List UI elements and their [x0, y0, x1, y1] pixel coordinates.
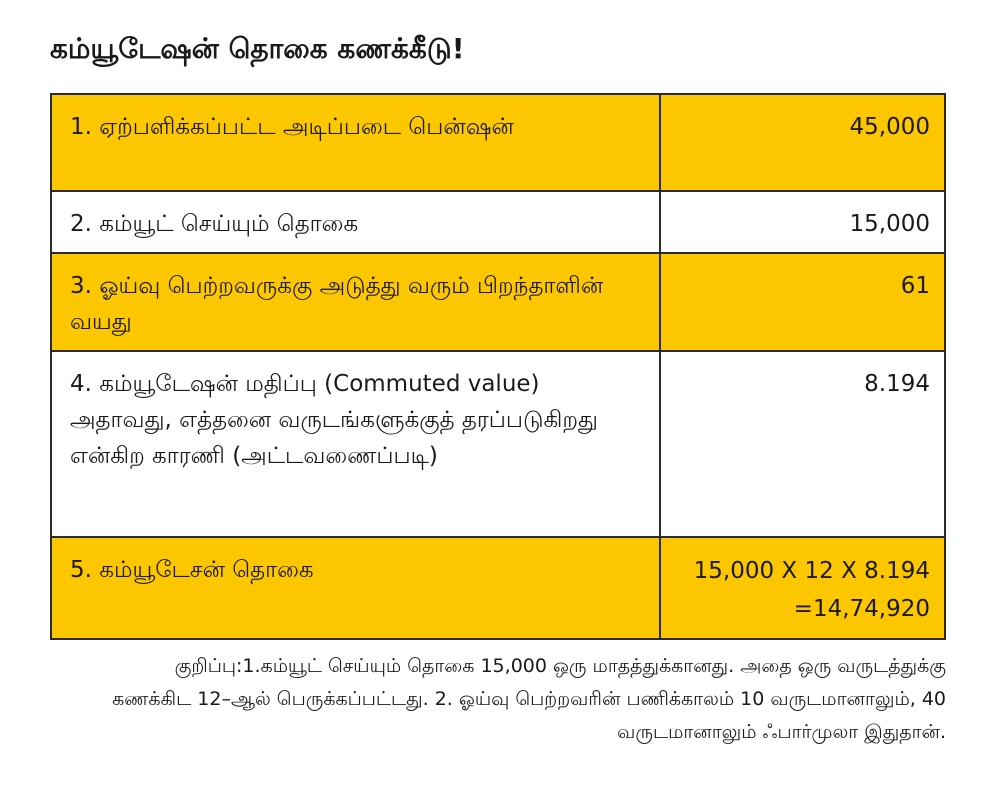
row-value: 45,000: [849, 114, 930, 140]
row-label-cell: [51, 351, 660, 537]
row-value: 61: [900, 273, 930, 299]
row-label: 4. கம்யூடேஷன் மதிப்பு (Commuted value) அதாவது, எத்தனை வருடங்களுக்குத் தரப்படுகிறது என்கிற காரணி (அட்டவணைப்படி): [70, 371, 598, 469]
commutation-table: [50, 93, 946, 640]
page-title: கம்யூடேஷன் தொகை கணக்கீடு!: [50, 32, 465, 65]
table-row: [51, 94, 945, 191]
row-label-cell: [51, 537, 660, 639]
table-row: [51, 537, 945, 639]
row-label: 1. ஏற்பளிக்கப்பட்ட அடிப்படை பென்ஷன்: [70, 114, 514, 140]
row-value: 15,000: [849, 211, 930, 237]
footnote: குறிப்பு:1.கம்யூட் செய்யும் தொகை 15,000 ஒரு மாதத்துக்கானது. அதை ஒரு வருடத்துக்கு கணக்கிட 12–ஆல் பெருக்கப்பட்டது. 2. ஓய்வு பெற்றவரின் பணிக்காலம் 10 வருடமானாலும், 40 வருடமானாலும் ஃபார்முலா இதுதான்.: [112, 655, 946, 743]
row-value: 8.194: [864, 371, 930, 397]
row-value-cell: [660, 253, 945, 351]
row-label: 2. கம்யூட் செய்யும் தொகை: [70, 211, 359, 237]
row-label: 5. கம்யூடேசன் தொகை: [70, 557, 314, 583]
row-value-cell: [660, 351, 945, 537]
row-value: 15,000 X 12 X 8.194 =14,74,920: [693, 558, 930, 622]
row-value-cell: [660, 537, 945, 639]
table-row: [51, 253, 945, 351]
row-label-cell: [51, 191, 660, 253]
row-label: 3. ஓய்வு பெற்றவருக்கு அடுத்து வரும் பிறந்தாளின் வயது: [70, 273, 604, 335]
table-row: [51, 191, 945, 253]
row-label-cell: [51, 94, 660, 191]
table-row: [51, 351, 945, 537]
row-value-cell: [660, 191, 945, 253]
row-label-cell: [51, 253, 660, 351]
row-value-cell: [660, 94, 945, 191]
